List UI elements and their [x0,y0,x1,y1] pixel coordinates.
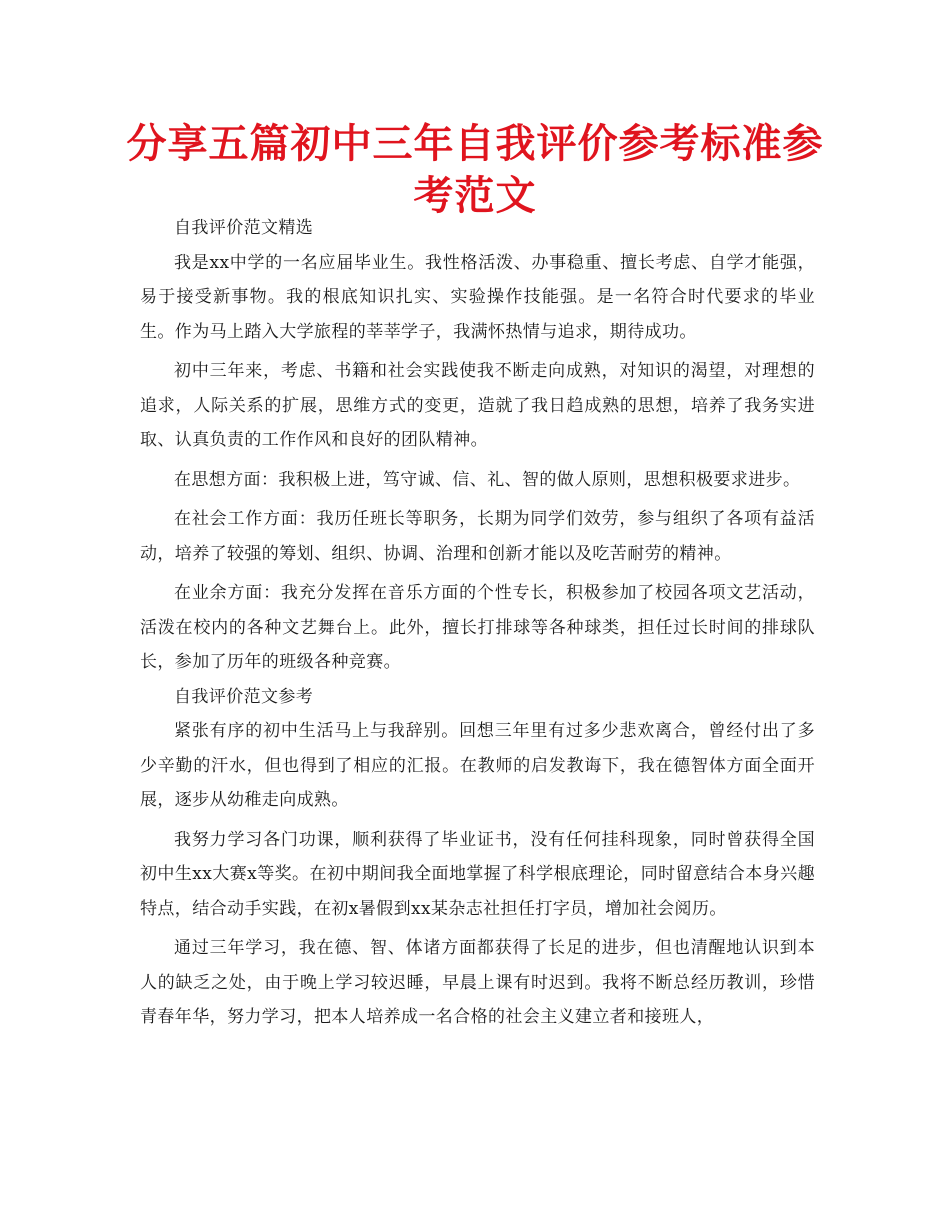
paragraph: 紧张有序的初中生活马上与我辞别。回想三年里有过多少悲欢离合，曾经付出了多少辛勤的汗水，但也得到了相应的汇报。在教师的启发教诲下，我在德智体方面全面开展，逐步从幼稚走向成熟。 [140,721,815,810]
section-heading: 自我评价范文参考 [174,686,314,707]
paragraph: 在思想方面：我积极上进，笃守诚、信、礼、智的做人原则，思想积极要求进步。 [174,469,801,490]
paragraph: 我努力学习各门功课，顺利获得了毕业证书，没有任何挂科现象，同时曾获得全国初中生xx大赛x等奖。在初中期间我全面地掌握了科学根底理论，同时留意结合本身兴趣特点，结合动手实践，在初x暑假到xx某杂志社担任打字员，增加社会阅历。 [140,829,815,919]
paragraph: 初中三年来，考虑、书籍和社会实践使我不断走向成熟，对知识的渴望，对理想的追求，人际关系的扩展，思维方式的变更，造就了我日趋成熟的思想，培养了我务实进取、认真负责的工作作风和良好的团队精神。 [140,361,815,450]
paragraph: 在业余方面：我充分发挥在音乐方面的个性专长，积极参加了校园各项文艺活动，活泼在校内的各种文艺舞台上。此外，擅长打排球等各种球类，担任过长时间的排球队长，参加了历年的班级各种竞赛。 [140,583,815,672]
section-heading: 自我评价范文精选 [174,218,314,238]
paragraph: 在社会工作方面：我历任班长等职务，长期为同学们效劳，参与组织了各项有益活动，培养了较强的筹划、组织、协调、治理和创新才能以及吃苦耐劳的精神。 [140,509,815,564]
paragraph: 我是xx中学的一名应届毕业生。我性格活泼、办事稳重、擅长考虑、自学才能强，易于接受新事物。我的根底知识扎实、实验操作技能强。是一名符合时代要求的毕业生。作为马上踏入大学旅程的莘莘学子，我满怀热情与追求，期待成功。 [140,252,815,342]
paragraph: 通过三年学习，我在德、智、体诸方面都获得了长足的进步，但也清醒地认识到本人的缺乏之处，由于晚上学习较迟睡，早晨上课有时迟到。我将不断总经历教训，珍惜青春年华，努力学习，把本人培养成一名合格的社会主义建立者和接班人， [140,938,815,1027]
document-body [140,211,815,1035]
document-title: 分享五篇初中三年自我评价参考标准参考范文 [126,121,824,219]
